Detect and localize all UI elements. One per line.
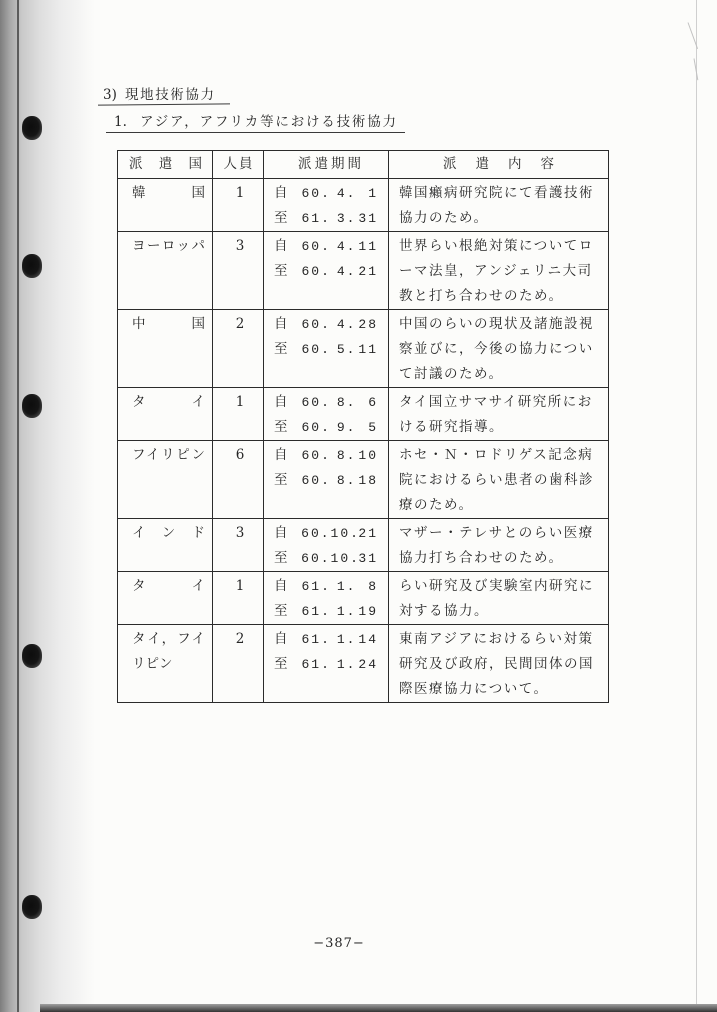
period-from-month: 1. [336, 579, 357, 594]
period-from-month: 8. [336, 395, 357, 410]
country-name: タイ [132, 578, 205, 594]
period-to-year: 60. [301, 473, 331, 488]
people-cell [213, 388, 264, 441]
country-name: ヨーロッパ [132, 238, 205, 254]
page-number: −387− [313, 936, 365, 951]
sub-heading-title: アジア，アフリカ等における技術協力 [140, 114, 398, 130]
period-from-line [274, 312, 378, 337]
period-cell [264, 625, 389, 703]
content-text-line: タイ国立サマサイ研究所にお [399, 394, 593, 410]
people-count: 6 [235, 447, 245, 463]
content-text-line: ける研究指導。 [399, 419, 504, 435]
country-cell [118, 625, 213, 703]
country-name: タイ [132, 394, 205, 410]
page-edge [696, 0, 697, 1012]
period-to-label: 至 [274, 472, 288, 488]
period-from-month: 4. [336, 186, 357, 201]
binding-hole [22, 394, 42, 418]
section-title: 現地技術協力 [125, 87, 216, 103]
sub-heading-underline [106, 132, 405, 133]
content-cell [389, 232, 609, 310]
period-from-year: 60. [301, 317, 331, 332]
sub-heading [114, 113, 398, 131]
period-cell [264, 441, 389, 519]
period-to-month: 5. [336, 342, 357, 357]
content-cell [389, 441, 609, 519]
content-text-line: 療のため。 [399, 497, 474, 513]
period-cell [264, 572, 389, 625]
binding-hole [22, 895, 42, 919]
people-count: 3 [235, 525, 245, 541]
period-to-day: 24 [358, 657, 378, 672]
period-to-label: 至 [274, 550, 288, 566]
period-to-label: 至 [274, 210, 288, 226]
period-to-day: 31 [358, 551, 378, 566]
period-to-line [274, 259, 378, 284]
country-name: 中国 [132, 316, 205, 332]
people-cell [213, 310, 264, 388]
period-cell [264, 388, 389, 441]
binding-hole [22, 254, 42, 278]
people-count: 2 [235, 631, 245, 647]
country-name: フイリピン [132, 447, 205, 463]
period-to-day: 5 [368, 420, 378, 435]
country-cell [118, 388, 213, 441]
country-cell [118, 572, 213, 625]
people-count: 1 [235, 185, 245, 201]
period-to-line [274, 652, 378, 677]
period-from-line [274, 521, 378, 546]
content-text-line: 教と打ち合わせのため。 [399, 288, 564, 304]
binder-spine [17, 0, 19, 1012]
people-cell [213, 572, 264, 625]
table-row [118, 388, 609, 441]
binding-hole [22, 116, 42, 140]
period-from-label: 自 [274, 631, 288, 647]
period-to-year: 61. [301, 604, 331, 619]
period-to-month: 4. [336, 264, 357, 279]
period-from-day: 28 [358, 317, 378, 332]
people-cell [213, 179, 264, 232]
period-to-line [274, 337, 378, 362]
period-to-year: 60. [301, 551, 331, 566]
content-cell [389, 388, 609, 441]
content-text-line: 察並びに，今後の協力につい [399, 341, 594, 357]
period-from-month: 1. [336, 632, 357, 647]
period-from-month: 8. [336, 448, 357, 463]
period-from-label: 自 [274, 316, 288, 332]
content-text-line: ーマ法皇，アンジェリニ大司 [399, 263, 593, 279]
period-from-day: 8 [368, 579, 378, 594]
period-from-line [274, 181, 378, 206]
content-text-line: ホセ・Ｎ・ロドリゲス記念病 [399, 447, 594, 463]
period-from-day: 1 [368, 186, 378, 201]
period-to-label: 至 [274, 341, 288, 357]
country-cell [118, 179, 213, 232]
period-to-label: 至 [274, 263, 288, 279]
binding-hole [22, 644, 42, 668]
period-from-line [274, 627, 378, 652]
content-text-line: 世界らい根絶対策についてロ [399, 238, 594, 254]
period-to-label: 至 [274, 603, 288, 619]
people-cell [213, 519, 264, 572]
section-heading [103, 86, 216, 104]
section-heading-underline [98, 103, 230, 105]
people-count: 2 [235, 316, 245, 332]
sub-heading-number: 1. [114, 114, 127, 130]
content-text-line: 東南アジアにおけるらい対策 [399, 631, 594, 647]
period-cell [264, 179, 389, 232]
period-from-year: 61. [301, 632, 331, 647]
country-name: リピン [132, 656, 173, 672]
country-name: タイ，フイ [132, 631, 205, 647]
table-row [118, 232, 609, 310]
period-to-year: 60. [301, 342, 331, 357]
header-content: 派遣内容 [389, 151, 609, 179]
period-to-day: 21 [358, 264, 378, 279]
period-from-month: 4. [336, 239, 357, 254]
country-name: 韓国 [132, 185, 205, 201]
period-from-day: 6 [368, 395, 378, 410]
content-text-line: 際医療協力について。 [399, 681, 549, 697]
period-from-year: 60. [301, 448, 331, 463]
period-from-label: 自 [274, 394, 288, 410]
period-to-year: 60. [301, 264, 331, 279]
period-to-day: 18 [358, 473, 378, 488]
period-from-day: 21 [358, 526, 378, 541]
period-to-line [274, 206, 378, 231]
period-to-day: 11 [358, 342, 378, 357]
period-to-month: 8. [336, 473, 357, 488]
period-from-month: 10. [330, 526, 360, 541]
content-text-line: マザー・テレサとのらい医療 [399, 525, 594, 541]
table-row [118, 519, 609, 572]
content-cell [389, 572, 609, 625]
header-period: 派遣期間 [264, 151, 389, 179]
period-cell [264, 519, 389, 572]
period-to-label: 至 [274, 419, 288, 435]
period-from-line [274, 390, 378, 415]
content-text-line: 中国のらいの現状及諸施設視 [399, 316, 594, 332]
period-to-line [274, 415, 378, 440]
period-to-month: 1. [336, 604, 357, 619]
section-number: 3) [103, 87, 117, 103]
period-from-label: 自 [274, 525, 288, 541]
period-from-year: 60. [301, 239, 331, 254]
period-from-year: 61. [301, 579, 331, 594]
period-from-label: 自 [274, 238, 288, 254]
header-row [118, 151, 609, 179]
period-from-day: 14 [358, 632, 378, 647]
period-to-month: 10. [330, 551, 360, 566]
period-to-label: 至 [274, 656, 288, 672]
content-cell [389, 625, 609, 703]
content-text-line: 協力のため。 [399, 210, 489, 226]
period-to-year: 61. [301, 657, 331, 672]
page-bottom-edge [40, 1004, 717, 1012]
content-cell [389, 519, 609, 572]
period-from-label: 自 [274, 447, 288, 463]
table-row [118, 310, 609, 388]
people-count: 1 [235, 578, 245, 594]
country-name: インド [132, 525, 205, 541]
period-from-line [274, 574, 378, 599]
country-cell [118, 232, 213, 310]
content-text-line: 協力打ち合わせのため。 [399, 550, 564, 566]
period-to-month: 9. [336, 420, 357, 435]
period-to-month: 3. [336, 211, 357, 226]
table-body [118, 179, 609, 703]
people-cell [213, 441, 264, 519]
table-row [118, 179, 609, 232]
dispatch-table [117, 150, 609, 703]
period-from-month: 4. [336, 317, 357, 332]
table-row [118, 441, 609, 519]
content-text-line: 院におけるらい患者の歯科診 [399, 472, 594, 488]
people-count: 1 [235, 394, 245, 410]
period-from-label: 自 [274, 185, 288, 201]
people-cell [213, 232, 264, 310]
period-to-day: 19 [358, 604, 378, 619]
period-from-label: 自 [274, 578, 288, 594]
header-country: 派遣国 [118, 151, 213, 179]
period-from-line [274, 443, 378, 468]
period-from-day: 11 [358, 239, 378, 254]
header-people: 人員 [213, 151, 264, 179]
period-to-line [274, 599, 378, 624]
content-cell [389, 179, 609, 232]
period-to-day: 31 [358, 211, 378, 226]
period-cell [264, 232, 389, 310]
period-to-month: 1. [336, 657, 357, 672]
table-header [118, 151, 609, 179]
country-cell [118, 310, 213, 388]
binding-shadow [0, 0, 95, 1012]
people-cell [213, 625, 264, 703]
content-text-line: 韓国癩病研究院にて看護技術 [399, 185, 594, 201]
period-from-line [274, 234, 378, 259]
country-cell [118, 519, 213, 572]
people-count: 3 [235, 238, 245, 254]
content-cell [389, 310, 609, 388]
country-cell [118, 441, 213, 519]
period-from-year: 60. [301, 395, 331, 410]
content-text-line: て討議のため。 [399, 366, 504, 382]
content-text-line: 研究及び政府，民間団体の国 [399, 656, 594, 672]
period-to-year: 61. [301, 211, 331, 226]
period-cell [264, 310, 389, 388]
period-to-line [274, 546, 378, 571]
period-from-year: 60. [301, 526, 331, 541]
period-to-line [274, 468, 378, 493]
period-to-year: 60. [301, 420, 331, 435]
period-from-year: 60. [301, 186, 331, 201]
table-row [118, 572, 609, 625]
table-row [118, 625, 609, 703]
content-text-line: らい研究及び実験室内研究に [399, 578, 594, 594]
content-text-line: 対する協力。 [399, 603, 489, 619]
period-from-day: 10 [358, 448, 378, 463]
